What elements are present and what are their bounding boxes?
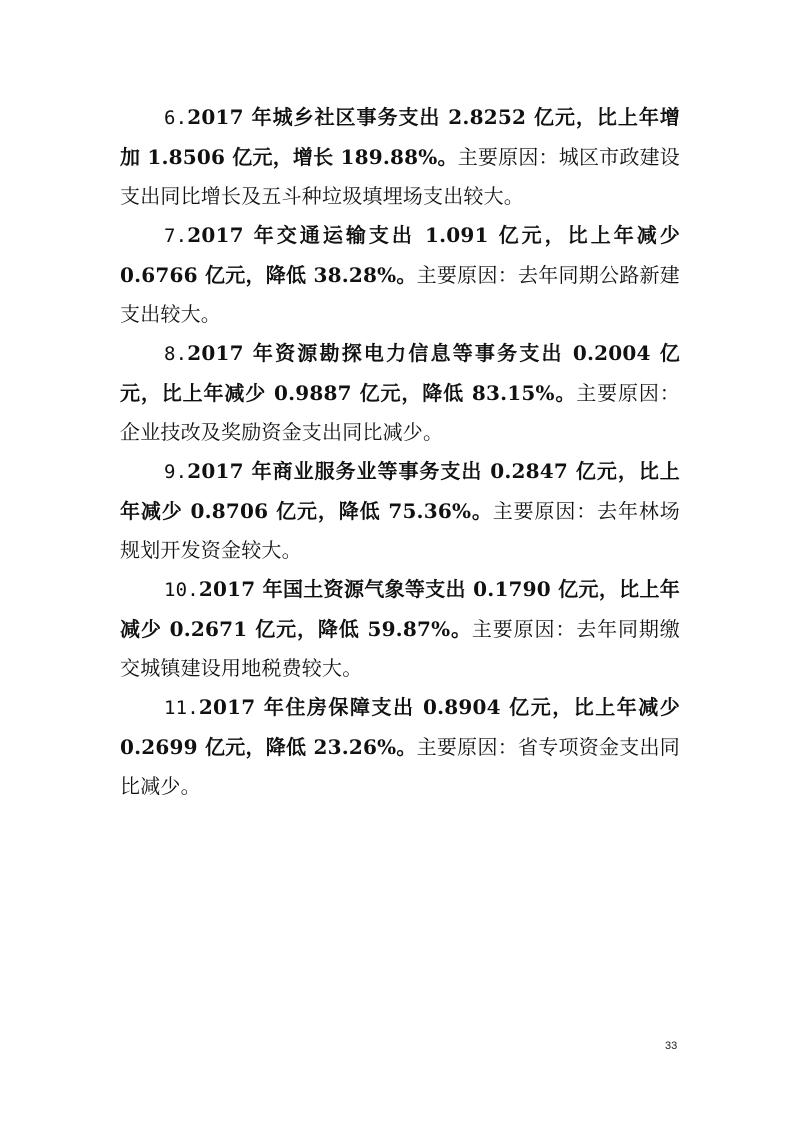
summary-bold-text: 2017 年城乡社区事务支出 2.8252 亿元，比上年增加 1.8506 亿元，增长 189.88%。: [120, 105, 680, 169]
paragraph-housing-security: [120, 688, 680, 806]
paragraph-commerce-services: [120, 452, 680, 570]
item-number: 11.: [164, 697, 199, 719]
page-number: 33: [665, 1040, 678, 1052]
reason-text: 主要原因：城区市政建设支出同比增长及五斗种垃圾填埋场支出较大。: [120, 145, 680, 208]
summary-bold-text: 2017 年住房保障支出 0.8904 亿元，比上年减少 0.2699 亿元，降低 23.26%。: [120, 695, 680, 759]
reason-text: 主要原因：省专项资金支出同比减少。: [120, 735, 680, 798]
item-number: 10.: [164, 579, 199, 601]
paragraph-transportation: [120, 216, 680, 334]
reason-text: 主要原因：去年林场规划开发资金较大。: [120, 499, 680, 562]
reason-text: 主要原因：去年同期公路新建支出较大。: [120, 263, 680, 326]
paragraph-land-resources: [120, 570, 680, 688]
item-number: 9.: [164, 461, 188, 483]
reason-text: 主要原因：去年同期缴交城镇建设用地税费较大。: [120, 617, 680, 680]
body-text: [120, 98, 680, 806]
summary-bold-text: 2017 年资源勘探电力信息等事务支出 0.2004 亿元，比上年减少 0.9887 亿元，降低 83.15%。: [120, 341, 680, 405]
paragraph-resource-exploration: [120, 334, 680, 452]
reason-text: 主要原因：企业技改及奖励资金支出同比减少。: [120, 381, 680, 444]
item-number: 6.: [164, 107, 188, 129]
item-number: 7.: [164, 225, 188, 247]
summary-bold-text: 2017 年交通运输支出 1.091 亿元，比上年减少 0.6766 亿元，降低 38.28%。: [120, 223, 680, 287]
summary-bold-text: 2017 年商业服务业等事务支出 0.2847 亿元，比上年减少 0.8706 亿元，降低 75.36%。: [120, 459, 680, 523]
paragraph-urban-rural-community: [120, 98, 680, 216]
item-number: 8.: [164, 343, 188, 365]
summary-bold-text: 2017 年国土资源气象等支出 0.1790 亿元，比上年减少 0.2671 亿元，降低 59.87%。: [120, 577, 680, 641]
